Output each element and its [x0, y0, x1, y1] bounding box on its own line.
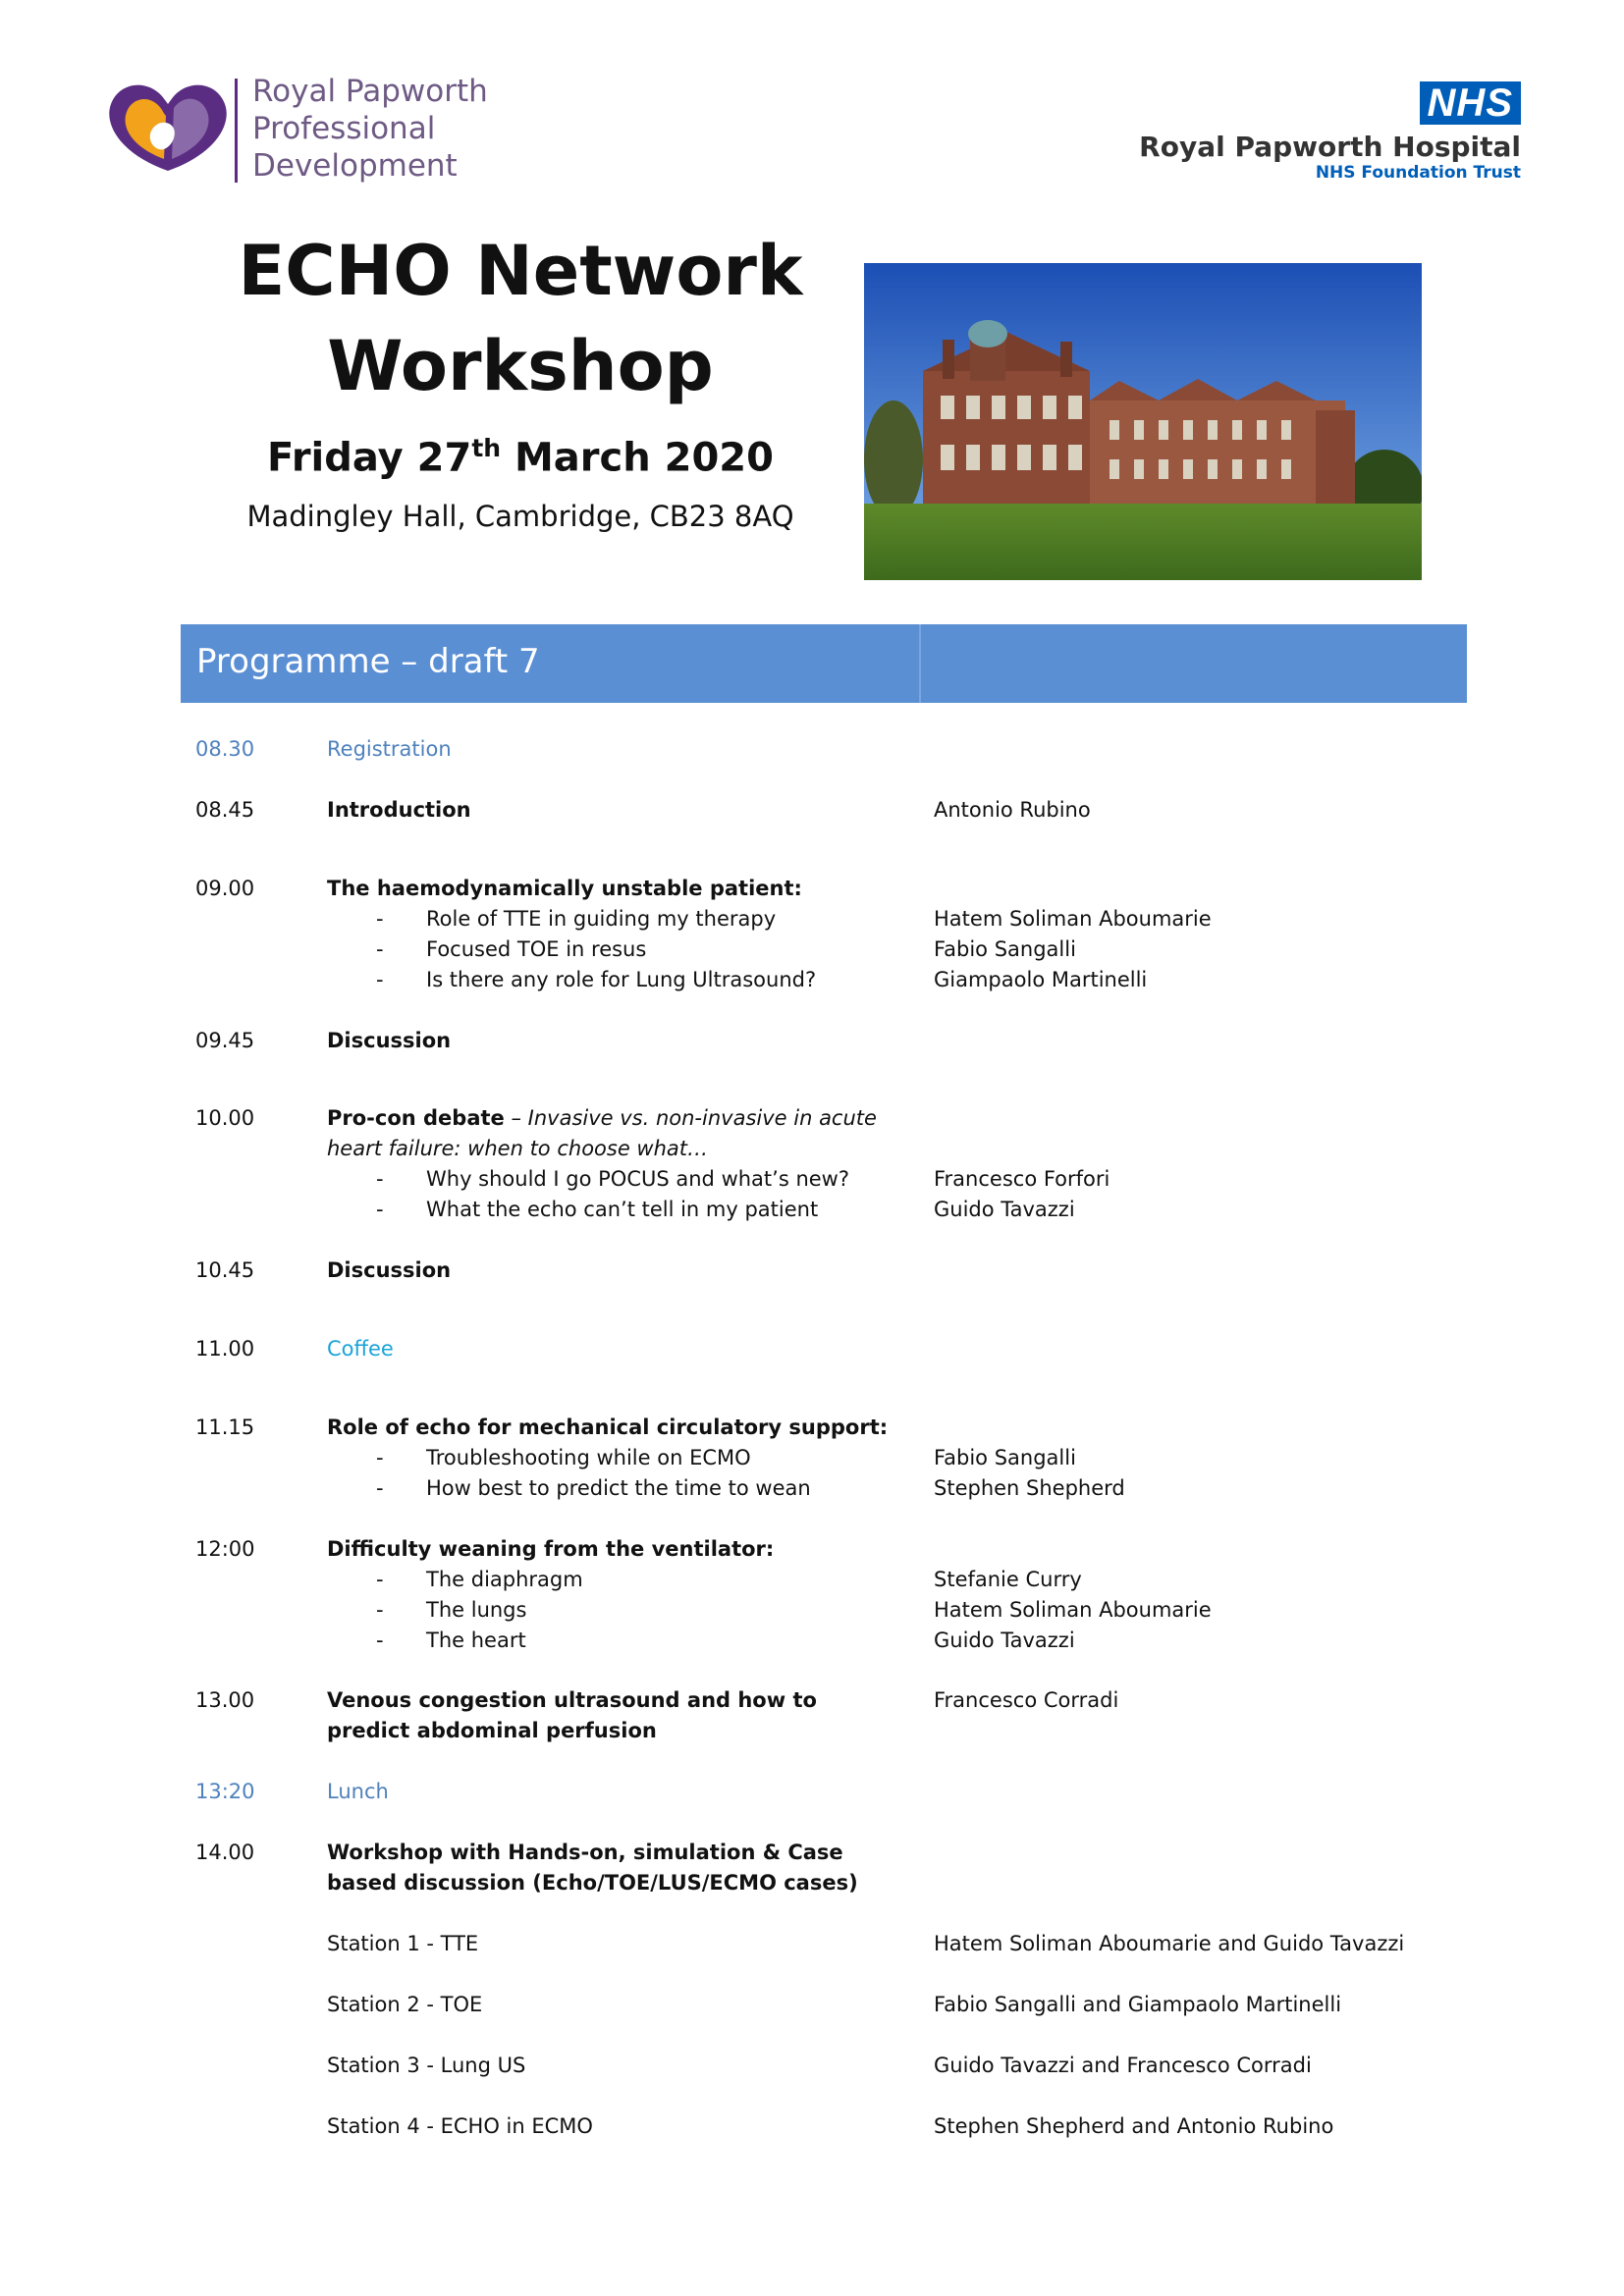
station-speakers: Stephen Shepherd and Antonio Rubino [934, 2114, 1334, 2138]
event-title-line-1: ECHO Network [238, 231, 803, 311]
row-speakers [934, 874, 1484, 995]
logo-divider [235, 79, 238, 183]
row-label: The haemodynamically unstable patient: [327, 877, 802, 900]
sub-item: - The diaphragm [376, 1568, 583, 1591]
row-time: 14.00 [195, 1841, 255, 1864]
sub-item-speaker: Stephen Shepherd [934, 1476, 1125, 1500]
sub-item: - The lungs [376, 1598, 527, 1622]
sub-item-text: Why should I go POCUS and what’s new? [426, 1167, 849, 1191]
wordmark-line-3: Development [252, 148, 458, 184]
sub-item: - Why should I go POCUS and what’s new? [376, 1167, 849, 1191]
hospital-name: Royal Papworth Hospital [1139, 131, 1521, 163]
station-name: Station 2 - TOE [327, 1993, 483, 2016]
row-label-detail: – Invasive vs. non-invasive in acute heart failure: when to choose what… [327, 1106, 877, 1160]
heart-logo-icon [103, 77, 233, 179]
row-label: Introduction [327, 798, 471, 822]
sub-item: - Is there any role for Lung Ultrasound? [376, 968, 817, 991]
date-month-year: March 2020 [501, 435, 774, 481]
sub-item: - The heart [376, 1629, 526, 1652]
row-time: 13:20 [195, 1780, 255, 1803]
sub-item-text: What the echo can’t tell in my patient [426, 1198, 819, 1221]
sub-item-text: How best to predict the time to wean [426, 1476, 811, 1500]
sub-item-text: Is there any role for Lung Ultrasound? [426, 968, 817, 991]
row-label: Coffee [327, 1337, 394, 1361]
row-time: 08.30 [195, 737, 255, 761]
trust-name: NHS Foundation Trust [1315, 163, 1521, 183]
sub-item-text: The diaphragm [426, 1568, 583, 1591]
sub-item-speaker: Francesco Forfori [934, 1167, 1110, 1191]
row-time: 09.00 [195, 877, 255, 900]
row-time: 12:00 [195, 1537, 255, 1561]
row-speaker: Antonio Rubino [934, 798, 1091, 822]
sub-item-speaker: Guido Tavazzi [934, 1198, 1075, 1221]
row-label: Role of echo for mechanical circulatory support: [327, 1415, 889, 1439]
row-label: Discussion [327, 1029, 452, 1052]
station-name: Station 3 - Lung US [327, 2054, 526, 2077]
row-time: 11.15 [195, 1415, 255, 1439]
royal-papworth-pd-wordmark [252, 73, 586, 185]
sub-item: - What the echo can’t tell in my patient [376, 1198, 819, 1221]
event-date [167, 434, 874, 480]
row-label: Lunch [327, 1780, 389, 1803]
station-name: Station 1 - TTE [327, 1932, 479, 1955]
station-speakers: Fabio Sangalli and Giampaolo Martinelli [934, 1993, 1342, 2016]
row-speakers [934, 1413, 1484, 1504]
programme-header-bar [181, 624, 1467, 703]
sub-item-speaker: Stefanie Curry [934, 1568, 1082, 1591]
row-label: Venous congestion ultrasound and how to predict abdominal perfusion [327, 1688, 817, 1742]
programme-title: Programme – draft 7 [196, 642, 540, 681]
row-speakers [934, 1534, 1484, 1656]
sub-item-text: Troubleshooting while on ECMO [426, 1446, 751, 1469]
row-label: Workshop with Hands-on, simulation & Case based discussion (Echo/TOE/LUS/ECMO cases) [327, 1841, 858, 1895]
station-speakers: Hatem Soliman Aboumarie and Guido Tavazzi [934, 1932, 1405, 1955]
event-title-line-2: Workshop [327, 326, 714, 406]
sub-item: - Role of TTE in guiding my therapy [376, 907, 777, 931]
row-content [327, 1534, 916, 1656]
sub-item: - Troubleshooting while on ECMO [376, 1446, 751, 1469]
sub-item-text: Role of TTE in guiding my therapy [426, 907, 777, 931]
sub-item-speaker: Hatem Soliman Aboumarie [934, 1598, 1212, 1622]
row-time: 10.00 [195, 1106, 255, 1130]
row-time: 11.00 [195, 1337, 255, 1361]
sub-item-speaker: Hatem Soliman Aboumarie [934, 907, 1212, 931]
sub-item-text: The heart [426, 1629, 526, 1652]
sub-item: - How best to predict the time to wean [376, 1476, 811, 1500]
row-time: 08.45 [195, 798, 255, 822]
sub-item-speaker: Fabio Sangalli [934, 937, 1076, 961]
station-speakers: Guido Tavazzi and Francesco Corradi [934, 2054, 1312, 2077]
wordmark-line-2: Professional [252, 111, 436, 146]
event-title-block [167, 224, 874, 533]
sub-item-speaker: Fabio Sangalli [934, 1446, 1076, 1469]
station-name: Station 4 - ECHO in ECMO [327, 2114, 593, 2138]
row-content [327, 874, 916, 995]
row-label: Discussion [327, 1258, 452, 1282]
nhs-trust-logo [1109, 81, 1521, 183]
row-time: 09.45 [195, 1029, 255, 1052]
sub-item-speaker: Giampaolo Martinelli [934, 968, 1148, 991]
sub-item: - Focused TOE in resus [376, 937, 647, 961]
sub-item-text: Focused TOE in resus [426, 937, 647, 961]
header-bar-divider [919, 624, 921, 703]
madingley-hall-photo [864, 263, 1422, 580]
event-venue: Madingley Hall, Cambridge, CB23 8AQ [246, 500, 794, 534]
wordmark-line-1: Royal Papworth [252, 74, 488, 109]
row-content [327, 1103, 916, 1225]
row-speakers [934, 1103, 1484, 1225]
row-label: Registration [327, 737, 452, 761]
sub-item-text: The lungs [426, 1598, 527, 1622]
row-label: Pro-con debate [327, 1106, 505, 1130]
row-time: 10.45 [195, 1258, 255, 1282]
nhs-badge: NHS [1420, 81, 1521, 125]
sub-item-speaker: Guido Tavazzi [934, 1629, 1075, 1652]
row-time: 13.00 [195, 1688, 255, 1712]
date-suffix: th [471, 434, 502, 462]
row-speaker: Francesco Corradi [934, 1688, 1119, 1712]
row-content [327, 1413, 916, 1504]
row-label: Difficulty weaning from the ventilator: [327, 1537, 775, 1561]
date-day: Friday 27 [267, 435, 472, 481]
